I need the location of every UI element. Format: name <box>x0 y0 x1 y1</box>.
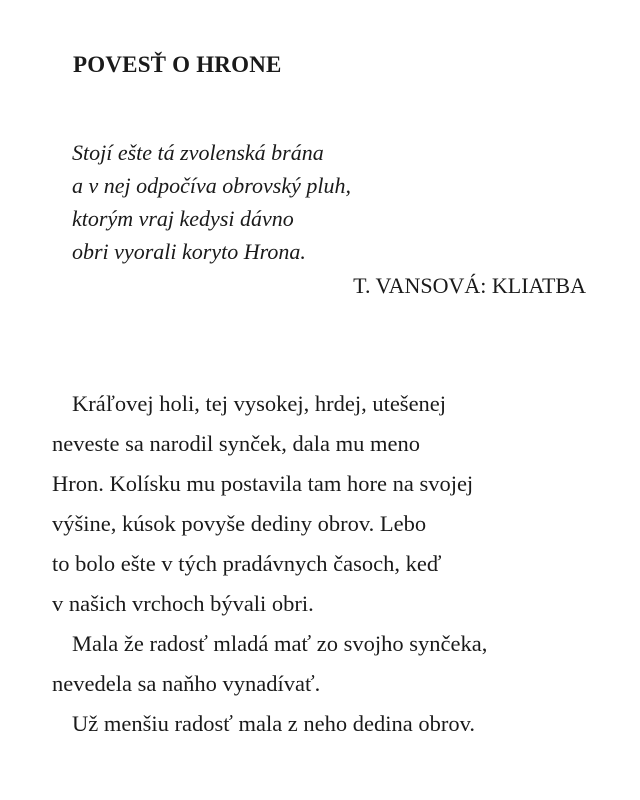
paragraph-line: Kráľovej holi, tej vysokej, hrdej, utešenej <box>72 391 447 416</box>
paragraph-line: Mala že radosť mladá mať zo svojho synčeka, <box>72 631 488 656</box>
epigraph-line: a v nej odpočíva obrovský pluh, <box>72 173 351 198</box>
paragraph-line: výšine, kúsok povyše dediny obrov. Lebo <box>52 511 427 536</box>
epigraph-line: obri vyorali koryto Hrona. <box>72 239 306 264</box>
chapter-title: POVESŤ O HRONE <box>73 52 282 77</box>
paragraph-line: nevedela sa naňho vynadívať. <box>52 671 321 696</box>
body-text <box>52 384 612 744</box>
paragraph-line: v našich vrchoch bývali obri. <box>52 591 314 616</box>
epigraph-line: ktorým vraj kedysi dávno <box>72 206 294 231</box>
epigraph-attribution: T. VANSOVÁ: KLIATBA <box>353 273 586 298</box>
paragraph-line: neveste sa narodil synček, dala mu meno <box>52 431 421 456</box>
epigraph <box>72 136 592 302</box>
paragraph-line: Už menšiu radosť mala z neho dedina obrov. <box>72 711 476 736</box>
paragraph-line: to bolo ešte v tých pradávnych časoch, keď <box>52 551 442 576</box>
paragraph-line: Hron. Kolísku mu postavila tam hore na svojej <box>52 471 474 496</box>
epigraph-line: Stojí ešte tá zvolenská brána <box>72 140 324 165</box>
